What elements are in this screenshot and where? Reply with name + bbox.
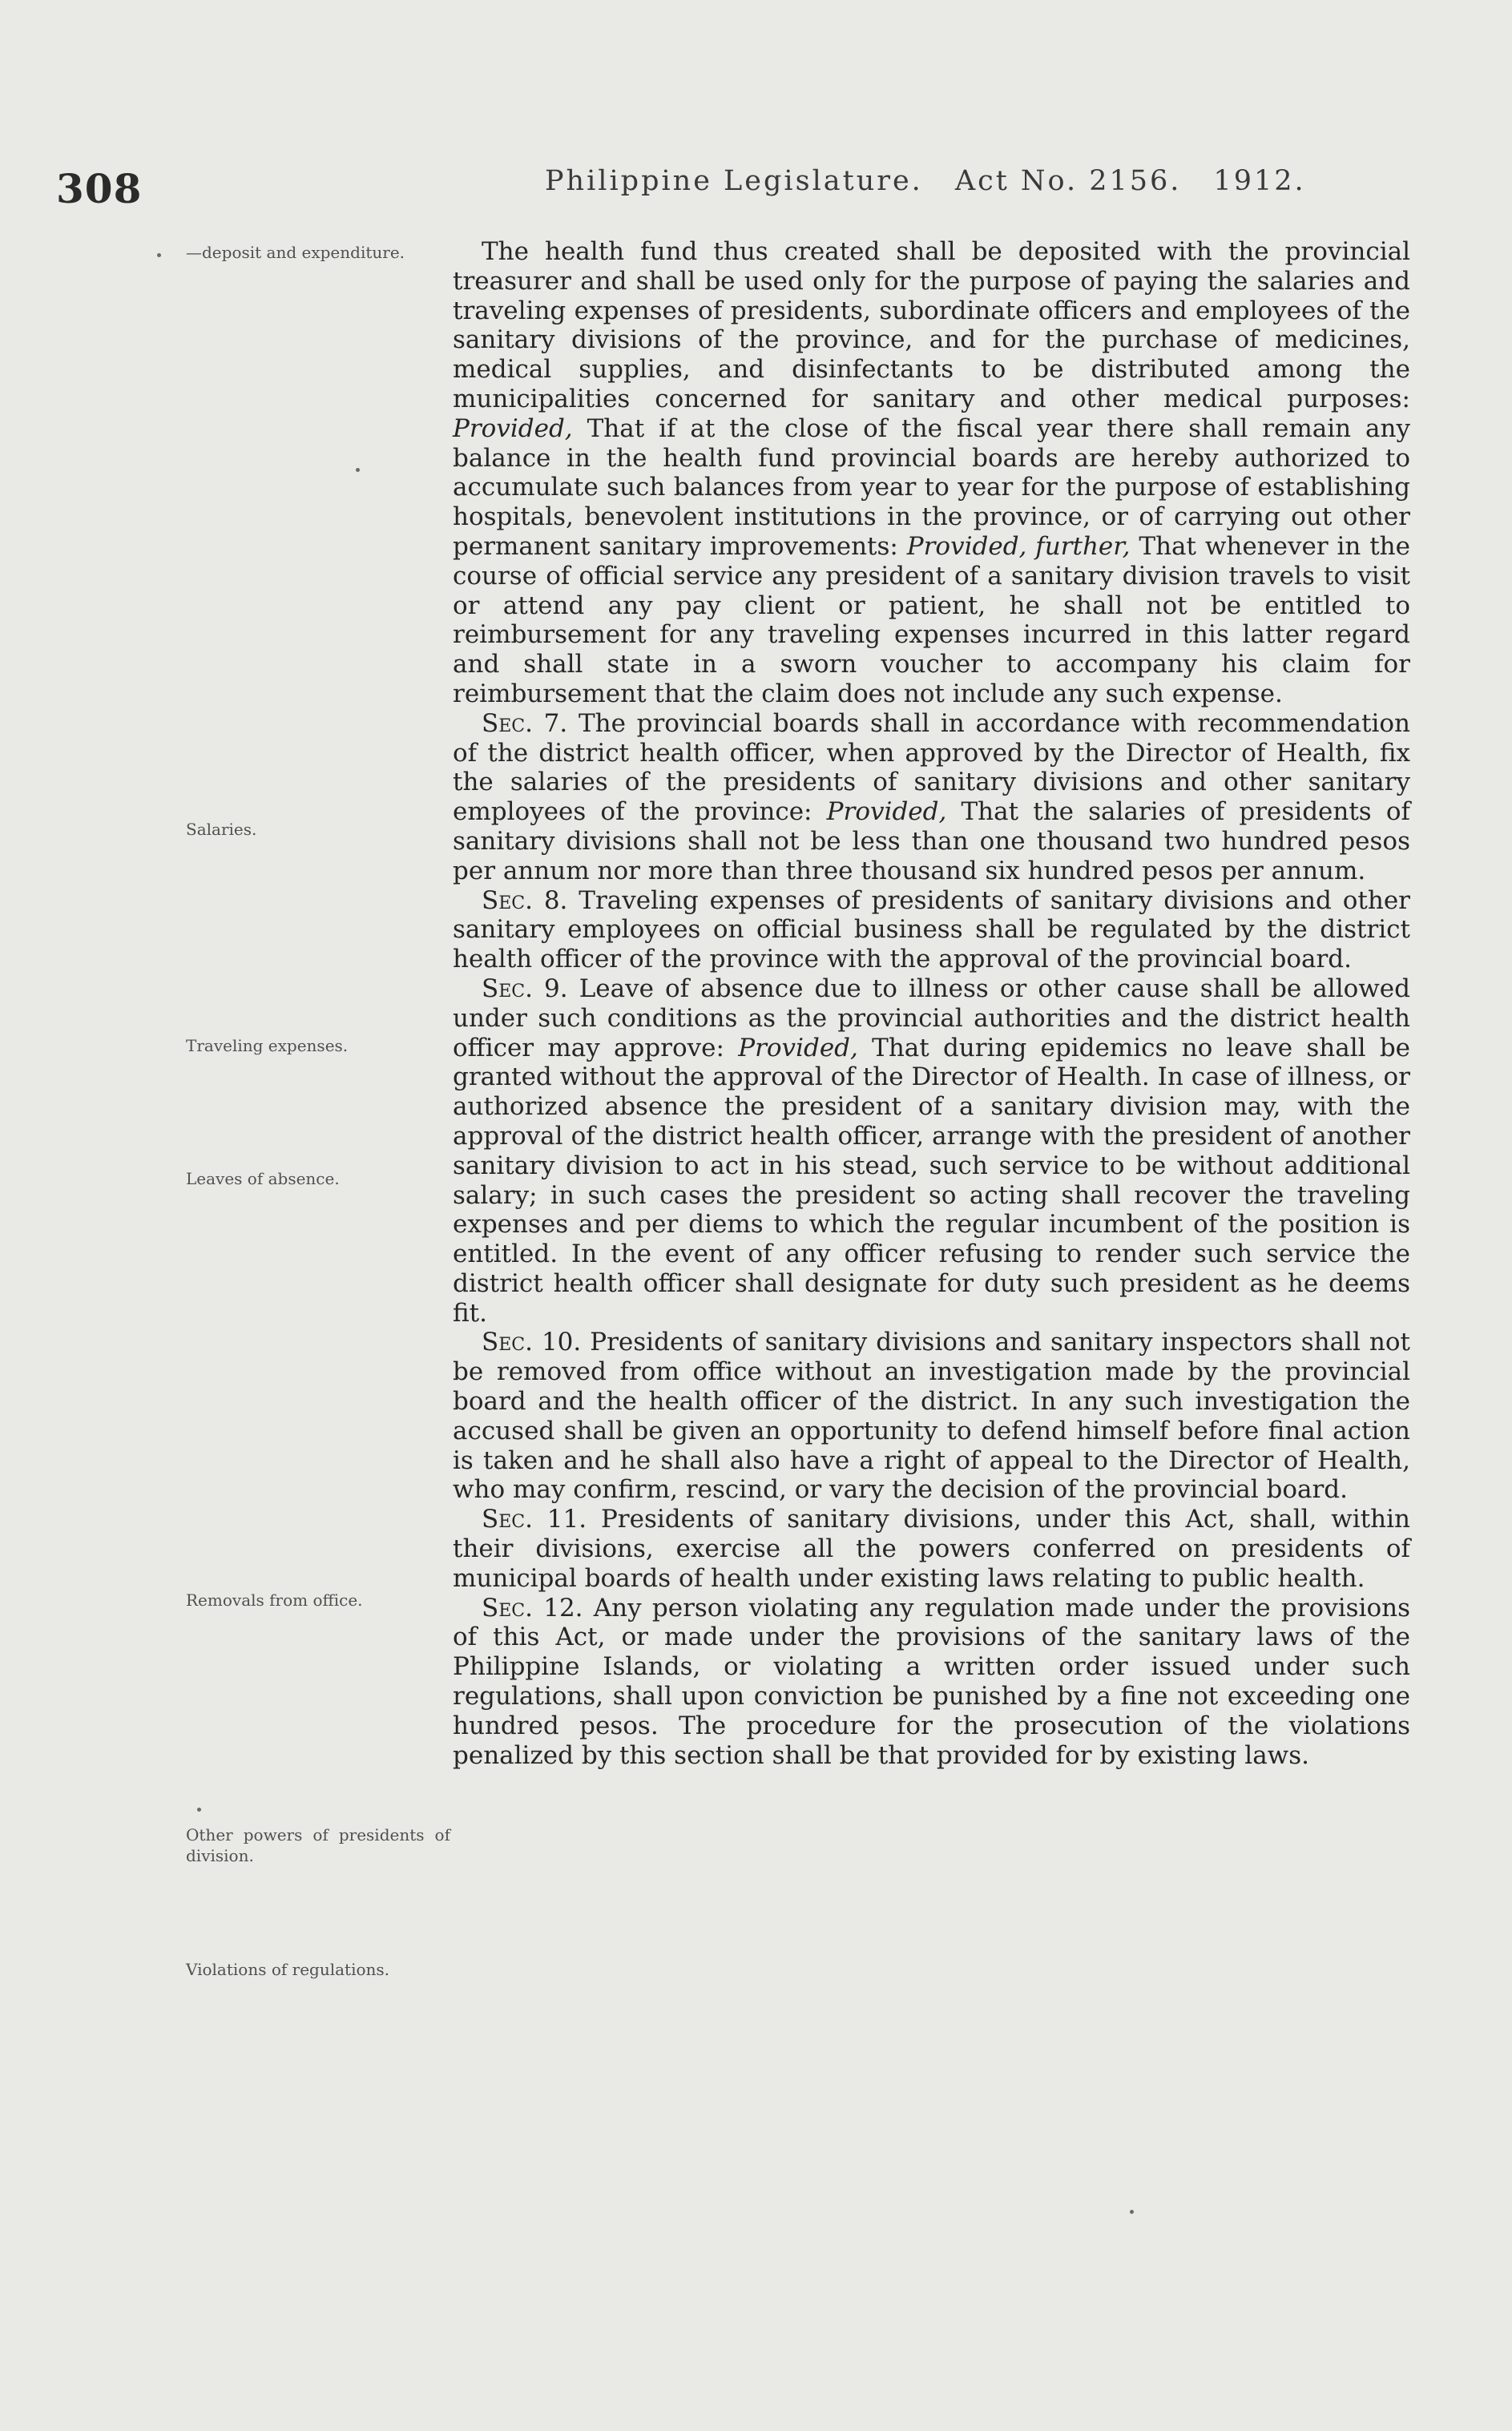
section-9: Sec. 9. Leave of absence due to illness or other cause shall be allowed under such conditions as the provincial authorities and the district health officer may approve: Provided, That during epidemics no leave shall be granted without the approval of the Director of Health. In case of illness, or authorized absence the president of a sanitary division may, with the approval of the district health officer, arrange with the president of another sanitary division to act in his stead, such service to be without additional salary; in such cases the president so acting shall recover the traveling expenses and per diems to which the regular incumbent of the position is entitled. In the event of any officer refusing to render such service the district health officer shall designate for duty such president as he deems fit. xyxy=(453,974,1411,1328)
body-text xyxy=(453,237,1410,1770)
paragraph-health-fund: The health fund thus created shall be deposited with the provincial treasurer and shall be used only for the purpose of paying the salaries and traveling expenses of presidents, subordinate officers and employees of the sanitary divisions of the province, and for the purchase of medicines, medical supplies, and disinfectants to be distributed among the municipalities concerned for sanitary and other medical purposes: Provided, That if at the close of the fiscal year there shall remain any balance in the health fund provincial boards are hereby authorized to accumulate such balances from year to year for the purpose of establishing hospitals, benevolent institutions in the province, or of carrying out other permanent sanitary improvements: Provided, further, That whenever in the course of official service any president of a sanitary division travels to visit or attend any pay client or patient, he shall not be entitled to reimbursement for any traveling expenses incurred in this latter regard and shall state in a sworn voucher to accompany his claim for reimbursement that the claim does not include any such expense. xyxy=(453,237,1411,708)
margin-note-deposit: —deposit and expenditure. xyxy=(186,243,405,262)
section-7: Sec. 7. The provincial boards shall in accordance with recommendation of the district health officer, when approved by the Director of Health, fix the salaries of the presidents of sanitary divisions and other sanitary employees of the province: Provided, That the salaries of presidents of sanitary divisions shall not be less than one thousand two hundred pesos per annum nor more than three thousand six hundred pesos per annum. xyxy=(453,708,1411,885)
margin-note-removals: Removals from office. xyxy=(186,1590,363,1610)
scan-speck xyxy=(197,1808,201,1812)
section-heading: Sec. 10. xyxy=(482,1328,582,1357)
margin-note-other-powers: Other powers of presidents of division. xyxy=(186,1825,450,1865)
section-heading: Sec. 12. xyxy=(482,1593,583,1623)
scan-speck xyxy=(1130,2210,1134,2214)
section-8: Sec. 8. Traveling expenses of presidents of sanitary divisions and other sanitary employees on official business shall be regulated by the district health officer of the province with the approval of the provincial board. xyxy=(453,885,1410,974)
section-heading: Sec. 11. xyxy=(482,1505,587,1534)
section-10: Sec. 10. Presidents of sanitary divisions and sanitary inspectors shall not be removed from office without an investigation made by the provincial board and the health officer of the district. In any such investigation the accused shall be given an opportunity to defend himself before final action is taken and he shall also have a right of appeal to the Director of Health, who may confirm, rescind, or vary the decision of the provincial board. xyxy=(453,1328,1410,1505)
margin-note-salaries: Salaries. xyxy=(186,820,257,839)
section-heading: Sec. 8. xyxy=(482,885,568,915)
scan-speck xyxy=(356,468,360,472)
page-number: 308 xyxy=(56,165,143,212)
section-12: Sec. 12. Any person violating any regulation made under the provisions of this Act, or made under the provisions of the sanitary laws of the Philippine Islands, or violating a written order issued under such regulations, shall upon conviction be punished by a fine not exceeding one hundred pesos. The procedure for the prosecution of the violations penalized by this section shall be that provided for by existing laws. xyxy=(453,1593,1411,1770)
running-head-year: 1912. xyxy=(1213,165,1306,197)
section-heading: Sec. 7. xyxy=(482,708,568,738)
margin-note-traveling: Traveling expenses. xyxy=(186,1036,349,1055)
margin-note-violations: Violations of regulations. xyxy=(186,1960,390,1979)
scan-speck xyxy=(157,253,161,257)
running-head-publication: Philippine Legislature. xyxy=(545,165,923,197)
section-11: Sec. 11. Presidents of sanitary divisions, under this Act, shall, within their divisions, exercise all the powers conferred on presidents of municipal boards of health under existing laws relating to public health. xyxy=(453,1505,1410,1593)
running-head-act: Act No. 2156. xyxy=(954,165,1182,197)
margin-note-leaves: Leaves of absence. xyxy=(186,1169,340,1188)
section-heading: Sec. 9. xyxy=(482,974,568,1003)
running-head xyxy=(545,165,1306,197)
